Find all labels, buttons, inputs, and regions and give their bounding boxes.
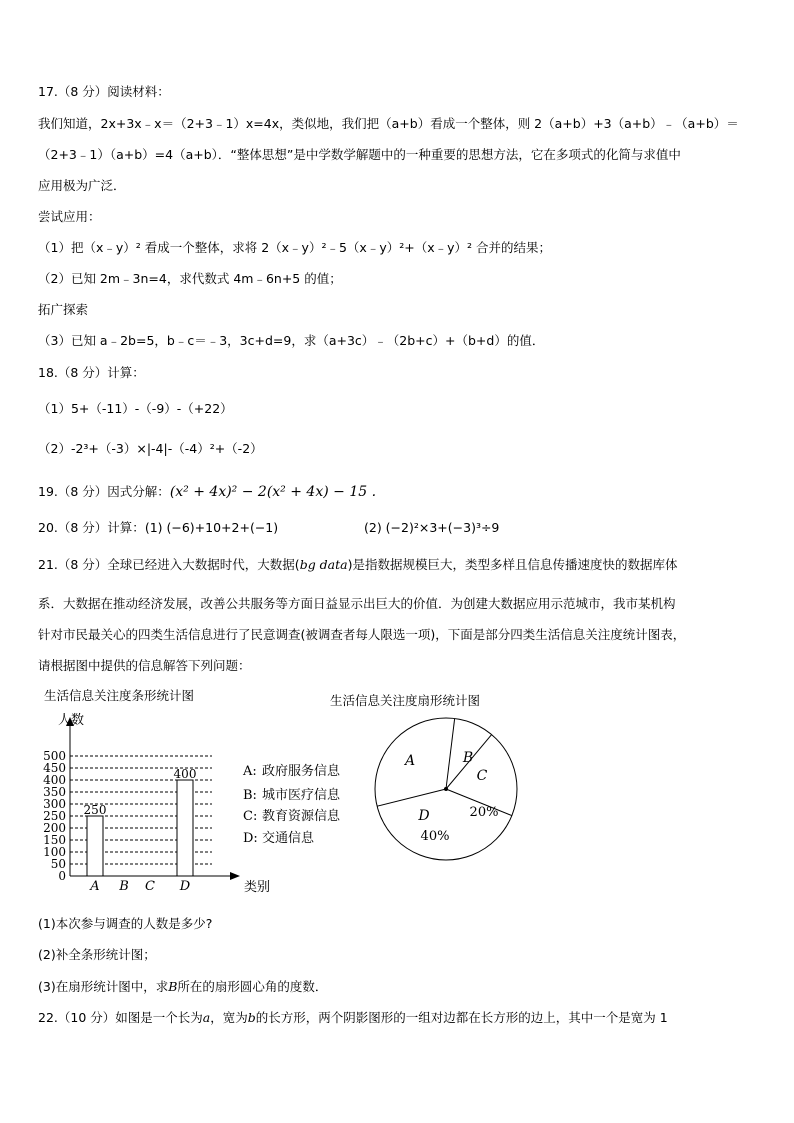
- bar-chart: [43, 712, 270, 895]
- x-axis-label: 类别: [244, 880, 271, 895]
- q22-text-c: 的长方形，两个阴影图形的一组对边都在长方形的边上，其中一个是宽为 1: [255, 1010, 668, 1025]
- y-tick-label: 250: [43, 809, 66, 823]
- q21-q3-text-a: (3)在扇形统计图中，求: [38, 979, 169, 994]
- legend-label: 交通信息: [262, 831, 315, 846]
- q21-question-2: (2)补全条形统计图；: [38, 947, 156, 962]
- pie-center: [444, 787, 448, 791]
- q21-math-bg-data: bg data: [299, 557, 348, 572]
- q17-paragraph-1: 我们知道，2x+3x﹣x＝（2+3﹣1）x=4x，类似地，我们把（a+b）看成一个整体，则 2（a+b）+3（a+b）﹣（a+b）＝: [38, 116, 739, 131]
- legend-label: 教育资源信息: [262, 809, 341, 824]
- q20-heading: 20.（8 分）计算：: [38, 520, 145, 535]
- y-tick-label: 200: [43, 821, 66, 835]
- q21-question-3: [38, 979, 327, 995]
- bar: [87, 816, 103, 876]
- x-tick-label: A: [90, 879, 100, 894]
- q22-line: [38, 1010, 668, 1026]
- y-tick-label: 300: [43, 797, 66, 811]
- q18-sub-1: （1）5+（-11）-（-9）-（+22）: [38, 401, 233, 416]
- charts-figure: [0, 690, 794, 920]
- bar: [177, 780, 193, 876]
- bar-data-label: 400: [173, 767, 197, 781]
- pie-slice-label: A: [404, 753, 416, 769]
- y-axis-label: 人数: [58, 713, 85, 728]
- q21-paragraph-3: 针对市民最关心的四类生活信息进行了民意调查(被调查者每人限选一项)，下面是部分四类生活信息关注度统计图表，: [38, 627, 686, 642]
- y-tick-label: 350: [43, 785, 66, 799]
- pie-slice-label: D: [418, 808, 430, 824]
- y-tick-label: 450: [43, 761, 66, 775]
- q21-question-1: (1)本次参与调查的人数是多少?: [38, 916, 213, 931]
- pie-chart-title: 生活信息关注度扇形统计图: [330, 693, 481, 708]
- q19-expression: (x² + 4x)² − 2(x² + 4x) − 15 .: [169, 484, 377, 500]
- legend-key: D:: [243, 831, 258, 846]
- q22-math-a: a: [202, 1010, 211, 1025]
- q21-text-b: )是指数据规模巨大，类型多样且信息传播速度快的数据库体: [347, 557, 678, 572]
- pie-slice-label: C: [476, 768, 488, 784]
- q22-text-a: 22.（10 分）如图是一个长为: [38, 1010, 203, 1025]
- legend-key: B:: [243, 788, 257, 803]
- legend-label: 政府服务信息: [262, 764, 341, 779]
- q21-paragraph-1: [38, 557, 678, 573]
- q22-math-b: b: [247, 1010, 256, 1025]
- q21-paragraph-4: 请根据图中提供的信息解答下列问题：: [38, 658, 251, 673]
- bar-chart-title: 生活信息关注度条形统计图: [44, 688, 195, 703]
- x-tick-label: B: [119, 879, 129, 894]
- y-tick-label: 100: [43, 845, 66, 859]
- pie-slice-label: B: [462, 750, 474, 766]
- y-tick-label: 0: [58, 869, 66, 883]
- y-tick-label: 150: [43, 833, 66, 847]
- q19-heading: 19.（8 分）因式分解：: [38, 484, 170, 499]
- q17-heading: 17.（8 分）阅读材料：: [38, 84, 170, 99]
- q17-sub-1: （1）把（x﹣y）² 看成一个整体，求将 2（x﹣y）²﹣5（x﹣y）²+（x﹣y）² 合并的结果；: [38, 240, 551, 255]
- bar-data-label: 250: [83, 803, 107, 817]
- legend-label: 城市医疗信息: [262, 788, 341, 803]
- x-tick-label: D: [179, 879, 191, 894]
- q21-q3-math-b: B: [168, 979, 178, 994]
- bar-chart-legend: [242, 763, 341, 846]
- q19-line: [38, 484, 376, 500]
- y-tick-label: 50: [50, 857, 66, 871]
- q17-paragraph-2: （2+3﹣1）（a+b）=4（a+b）．“整体思想”是中学数学解题中的一种重要的思想方法，它在多项式的化简与求值中: [38, 147, 681, 162]
- q20-sub-1: (1) (−6)+10+2+(−1): [144, 520, 279, 535]
- q18-sub-2: （2）-2³+（-3）×|-4|-（-4）²+（-2）: [38, 441, 263, 456]
- q20-sub-2: (2) (−2)²×3+(−3)³÷9: [364, 520, 500, 535]
- q22-text-b: ，宽为: [210, 1010, 248, 1025]
- x-tick-label: C: [145, 879, 155, 894]
- q21-paragraph-2: 系．大数据在推动经济发展，改善公共服务等方面日益显示出巨大的价值．为创建大数据应用示范城市，我市某机构: [38, 596, 676, 611]
- x-axis-arrow: [230, 872, 240, 880]
- legend-key: A:: [243, 764, 257, 779]
- y-tick-label: 500: [43, 749, 66, 763]
- q17-try-label: 尝试应用：: [38, 209, 101, 224]
- q17-paragraph-3: 应用极为广泛．: [38, 178, 126, 193]
- y-tick-label: 400: [43, 773, 66, 787]
- pie-percent-label: 20%: [469, 805, 499, 820]
- q21-text-a: 21.（8 分）全球已经进入大数据时代，大数据(: [38, 557, 300, 572]
- q17-sub-3: （3）已知 a﹣2b=5，b﹣c＝﹣3，3c+d=9，求（a+3c）﹣（2b+c）+（b+d）的值．: [38, 333, 545, 348]
- pie-percent-label: 40%: [420, 829, 450, 844]
- q18-heading: 18.（8 分）计算：: [38, 365, 145, 380]
- q21-q3-text-b: 所在的扇形圆心角的度数．: [177, 979, 328, 994]
- pie-chart: [375, 718, 517, 860]
- legend-key: C:: [243, 809, 258, 824]
- q17-sub-2: （2）已知 2m﹣3n=4，求代数式 4m﹣6n+5 的值；: [38, 271, 342, 286]
- q20-line: [38, 520, 278, 536]
- q17-extend-label: 拓广探索: [38, 302, 89, 317]
